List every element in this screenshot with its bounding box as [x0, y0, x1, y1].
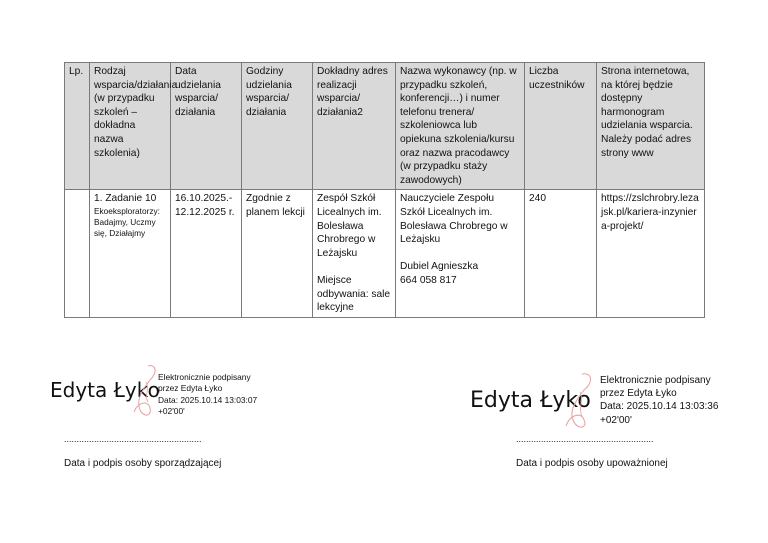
- cell-participants: 240: [525, 190, 597, 317]
- cell-website: https://zslchrobry.lezajsk.pl/kariera-inzyniera-projekt/: [597, 190, 705, 317]
- cell-contractor: Nauczyciele Zespołu Szkół Licealnych im. Bolesława Chrobrego w Leżajsku Dubiel Agnieszka 664 058 817: [396, 190, 525, 317]
- support-type-title: 1. Zadanie 10: [94, 193, 157, 205]
- signature-scribble-icon: [126, 362, 162, 422]
- signature-name: Edyta Łyko: [50, 378, 160, 402]
- signature-line: .......................................................: [516, 434, 654, 444]
- signature-caption: Data i podpis osoby upoważnionej: [516, 458, 668, 469]
- signature-details: Elektronicznie podpisany przez Edyta Łyko Data: 2025.10.14 13:03:36 +02'00': [600, 375, 719, 426]
- header-hours: Godziny udzielania wsparcia/ działania: [242, 63, 313, 190]
- signature-caption: Data i podpis osoby sporządzającej: [64, 458, 222, 469]
- support-type-detail: Ekoeksploratorzy: Badajmy, Uczmy się, Działajmy: [94, 205, 160, 238]
- signature-scribble-icon: [558, 370, 598, 436]
- cell-address: Zespół Szkół Licealnych im. Bolesława Chrobrego w Leżajsku Miejsce odbywania: sale lekcyjne: [313, 190, 396, 317]
- signature-line: .......................................................: [64, 434, 202, 444]
- header-support-type: Rodzaj wsparcia/działania (w przypadku szkoleń – dokładna nazwa szkolenia): [90, 63, 171, 190]
- table-row: [65, 190, 705, 317]
- header-address: Dokładny adres realizacji wsparcia/ działania2: [313, 63, 396, 190]
- cell-support-type: [90, 190, 171, 317]
- table-header-row: [65, 63, 705, 190]
- signature-name: Edyta Łyko: [470, 388, 591, 413]
- cell-hours: Zgodnie z planem lekcji: [242, 190, 313, 317]
- header-participants: Liczba uczestników: [525, 63, 597, 190]
- header-lp: Lp.: [65, 63, 90, 190]
- header-website: Strona internetowa, na której będzie dostępny harmonogram udzielania wsparcia. Należy podać adres strony www: [597, 63, 705, 190]
- header-contractor: Nazwa wykonawcy (np. w przypadku szkoleń, konferencji…) i numer telefonu trenera/ szkoleniowca lub opiekuna szkolenia/kursu oraz nazwa pracodawcy (w przypadku staży zawodowych): [396, 63, 525, 190]
- signature-details: Elektronicznie podpisany przez Edyta Łyko Data: 2025.10.14 13:03:07 +02'00': [158, 372, 258, 417]
- cell-lp: [65, 190, 90, 317]
- cell-date: 16.10.2025.- 12.12.2025 r.: [171, 190, 242, 317]
- support-schedule-table: [64, 62, 705, 318]
- header-date: Data udzielania wsparcia/ działania: [171, 63, 242, 190]
